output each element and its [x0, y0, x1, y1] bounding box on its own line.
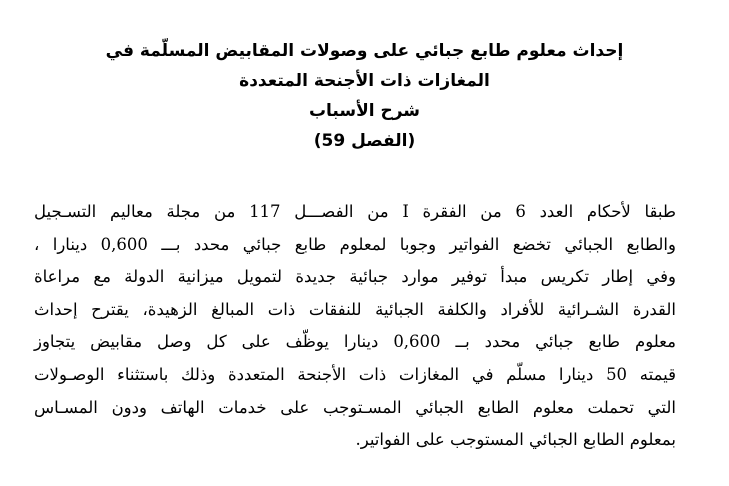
- document-heading: [100, 36, 629, 156]
- body-line: التي تحملت معلوم الطابع الجبائي المسـتوجب على خدمات الهاتف ودون المسـاس: [34, 397, 676, 417]
- title-line-1: إحداث معلوم طابع جبائي على وصولات المقابيض المسلّمة في: [105, 41, 624, 61]
- body-line: القدرة الشـرائية للأفراد والكلفة الجبائية للنفقات ذات المبالغ الزهيدة، يقترح إحداث: [34, 299, 676, 319]
- body-line: بمعلوم الطابع الجبائي المستوجب على الفواتير.: [355, 430, 676, 450]
- title-line-2: المغازات ذات الأجنحة المتعددة: [239, 71, 490, 91]
- body-line: طبقا لأحكام العدد 6 من الفقرة I من الفصـــل 117 من مجلة معاليم التسـجيل: [34, 202, 677, 221]
- body-paragraph: [34, 196, 676, 457]
- subtitle: شرح الأسباب: [308, 101, 421, 121]
- article-number: (الفصل 59): [313, 131, 416, 151]
- body-line: وفي إطار تكريس مبدأ توفير موارد جبائية جديدة لتمويل ميزانية الدولة مع مراعاة: [34, 267, 676, 287]
- body-line: معلوم طابع جبائي محدد بــ 0,600 دينارا يوظّف على كل وصل مقابيض يتجاوز: [34, 332, 676, 352]
- body-line: والطابع الجبائي تخضع الفواتير وجوبا لمعلوم طابع جبائي محدد بـــ 0,600 دينارا ،: [34, 234, 676, 254]
- body-line: قيمته 50 دينارا مسلّم في المغازات ذات الأجنحة المتعددة وذلك باستثناء الوصـولات: [34, 364, 676, 384]
